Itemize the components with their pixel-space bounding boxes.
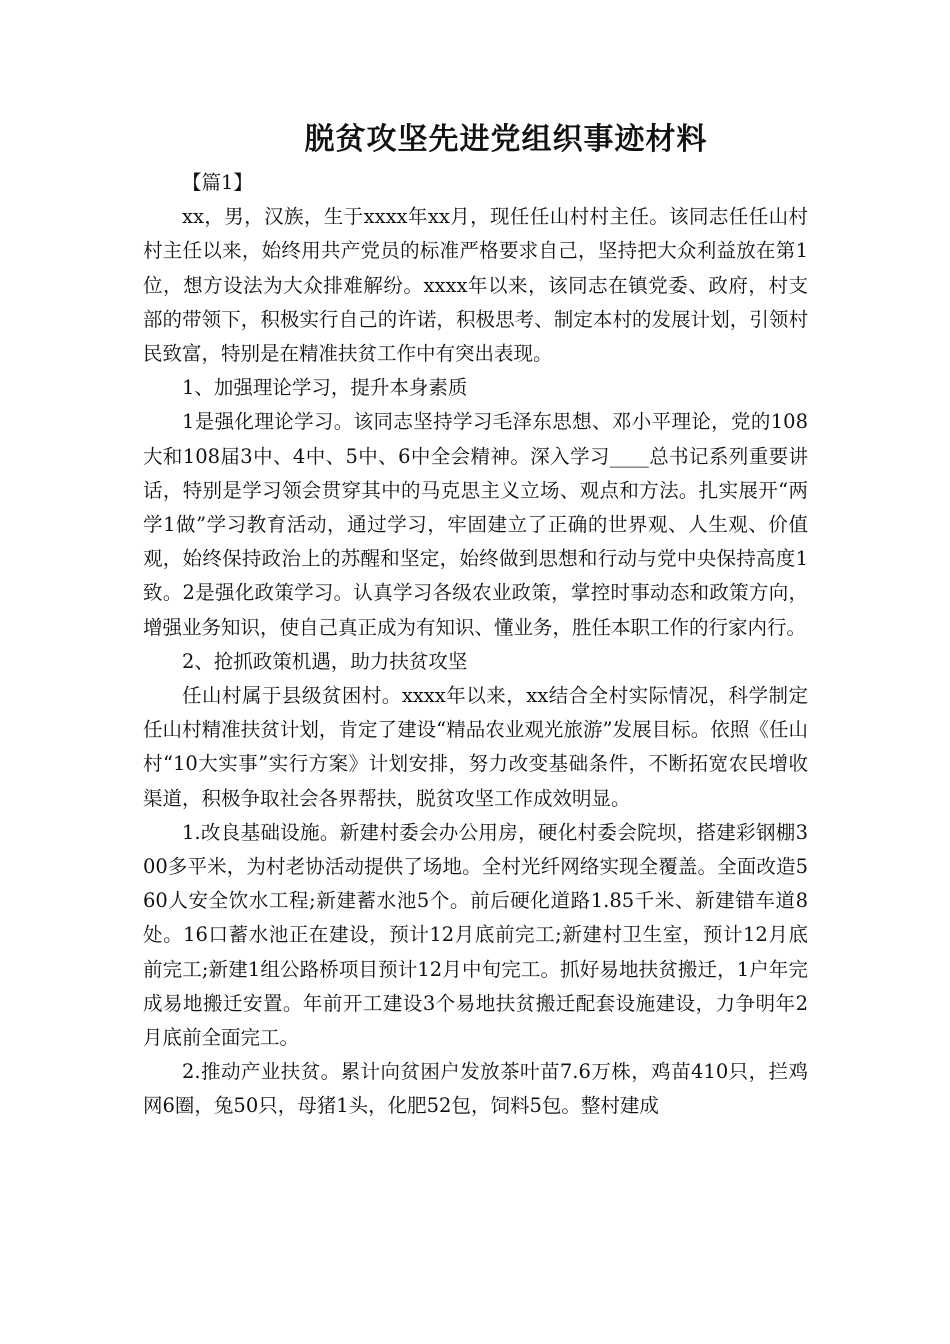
section-heading: 1、加强理论学习，提升本身素质 [182, 376, 468, 400]
paragraph: 1.改良基础设施。新建村委会办公用房，硬化村委会院坝，搭建彩钢棚300多平米，为村老协活动提供了场地。全村光纤网络实现全覆盖。全面改造560人安全饮水工程;新建蓄水池5个。前后硬化道路1.85千米、新建错车道8处。16口蓄水池正在建设，预计12月底前完工;新建村卫生室，预计12月底前完工;新建1组公路桥项目预计12月中旬完工。抓好易地扶贫搬迁，1户年完成易地搬迁安置。年前开工建设3个易地扶贫搬迁配套设施建设，力争明年2月底前全面完工。 [143, 820, 808, 1050]
paragraph: 任山村属于县级贫困村。xxxx年以来，xx结合全村实际情况，科学制定任山村精准扶贫计划，肯定了建设“精品农业观光旅游”发展目标。依照《任山村“10大实事”实行方案》计划安排，努力改变基础条件，不断拓宽农民增收渠道，积极争取社会各界帮扶，脱贫攻坚工作成效明显。 [143, 684, 808, 810]
document-body [143, 166, 808, 1124]
document-title: 脱贫攻坚先进党组织事迹材料 [304, 122, 708, 157]
paragraph: 2.推动产业扶贫。累计向贫困户发放茶叶苗7.6万株，鸡苗410只，拦鸡网6圈，兔50只，母猪1头，化肥52包，饲料5包。整村建成 [143, 1060, 808, 1118]
paragraph: xx，男，汉族，生于xxxx年xx月，现任任山村村主任。该同志任任山村村主任以来，始终用共产党员的标准严格要求自己，坚持把大众利益放在第1位，想方设法为大众排难解纷。xxxx年以来，该同志在镇党委、政府，村支部的带领下，积极实行自己的许诺，积极思考、制定本村的发展计划，引领村民致富，特别是在精准扶贫工作中有突出表现。 [143, 205, 808, 366]
section-label: 【篇1】 [182, 171, 253, 194]
section-heading: 2、抢抓政策机遇，助力扶贫攻坚 [182, 649, 468, 673]
paragraph: 1是强化理论学习。该同志坚持学习毛泽东思想、邓小平理论，党的108大和108届3中、4中、5中、6中全会精神。深入学习____总书记系列重要讲话，特别是学习领会贯穿其中的马克思主义立场、观点和方法。扎实展开“两学1做”学习教育活动，通过学习，牢固建立了正确的世界观、人生观、价值观，始终保持政治上的苏醒和坚定，始终做到思想和行动与党中央保持高度1致。2是强化政策学习。认真学习各级农业政策，掌控时事动态和政策方向，增强业务知识，使自己真正成为有知识、懂业务，胜任本职工作的行家内行。 [143, 410, 808, 639]
